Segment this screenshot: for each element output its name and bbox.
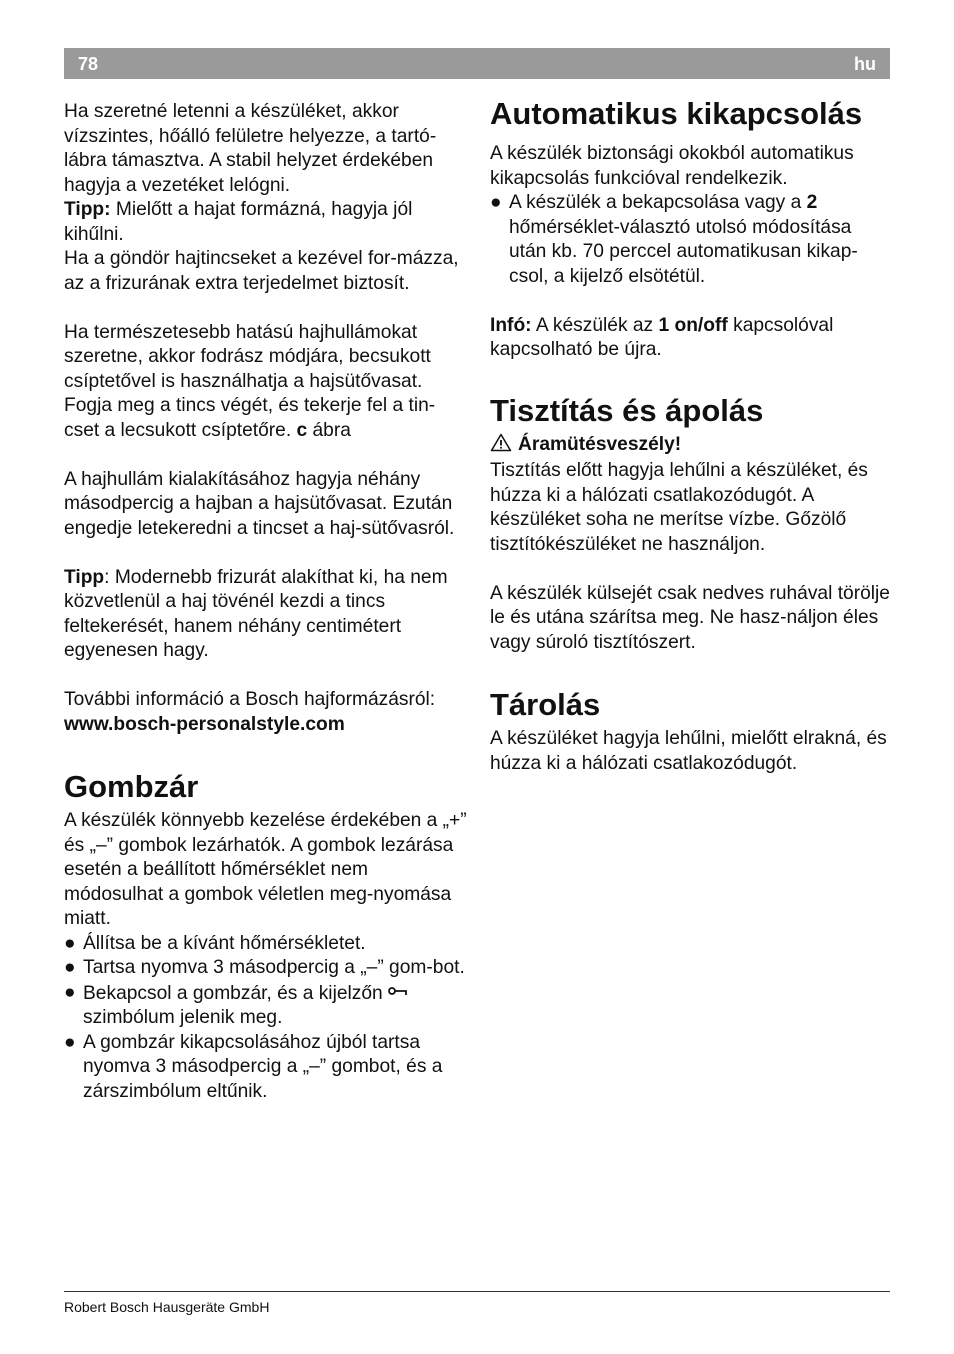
info-text: kapcsolóval kapcsolható be újra. (490, 314, 834, 360)
figure-reference: c (296, 419, 308, 441)
paragraph-cleaning-safety: Tisztítás előtt hagyja lehűlni a készüléket, és húzza ki a hálózati csatlakozódugót. A készüléket soha ne merítse vízbe. Gőzölő tisztítókészüléket ne használjon. (490, 460, 868, 555)
warning-label: Áramütésveszély! (518, 433, 682, 455)
paragraph-auto-intro: A készülék biztonsági okokból automatikus kikapcsolás funkcióval rendelkezik. (490, 143, 854, 189)
page-number: 78 (78, 54, 99, 74)
list-item (64, 932, 469, 957)
language-code: hu (854, 54, 876, 74)
left-column (64, 100, 469, 1104)
list-item-text: hőmérséklet-választó utolsó módosítása után kb. 70 perccel automatikusan kikap-csol, a kijelző elsötétül. (509, 216, 858, 287)
list-item-text: Tartsa nyomva 3 másodpercig a „–” gom-bot. (83, 957, 465, 978)
paragraph-hand-styling: Ha a göndör hajtincseket a kezével for-mázza, az a frizurának extra terjedelmet biztosít. (64, 248, 459, 294)
paragraph-placement: Ha szeretné letenni a készüléket, akkor vízszintes, hőálló felületre helyezze, a tartó-lábra támasztva. A stabil helyzet érdekében hagyja a vezetéket lelógni. (64, 101, 437, 196)
bullet-icon: ● (64, 932, 76, 954)
tip-label: Tipp: (64, 199, 111, 220)
button-lock-steps (64, 932, 469, 1105)
heading-storage: Tárolás (490, 687, 601, 722)
bullet-icon: ● (64, 1031, 76, 1053)
more-info-text: További információ a Bosch hajformázásról: (64, 689, 436, 710)
heading-auto-shutoff: Automatikus kikapcsolás (490, 96, 863, 131)
list-item-text: szimbólum jelenik meg. (83, 1007, 283, 1028)
tip-modern (64, 566, 469, 664)
info-text: A készülék az (531, 314, 659, 336)
list-item-text: A gombzár kikapcsolásához újból tartsa nyomva 3 másodpercig a „–” gombot, és a zárszimbólum eltűnik. (83, 1031, 443, 1102)
bullet-icon: ● (490, 192, 502, 213)
figure-suffix: ábra (307, 419, 351, 441)
tip-text: Mielőtt a hajat formázná, hagyja jól kihűlni. (64, 199, 413, 245)
bullet-icon: ● (64, 957, 76, 978)
list-item-text: A készülék a bekapcsolása vagy a (509, 192, 807, 213)
right-column (490, 96, 890, 776)
paragraph-storage: A készüléket hagyja lehűlni, mielőtt elrakná, és húzza ki a hálózati csatlakozódugót. (490, 728, 887, 774)
paragraph-cleaning-exterior: A készülék külsejét csak nedves ruhával törölje le és utána szárítsa meg. Ne hasz-náljon éles vagy súroló tisztítószert. (490, 582, 890, 653)
list-item (64, 981, 469, 1031)
paragraph-wave-forming: A hajhullám kialakításához hagyja néhány másodpercig a hajban a hajsütővasat. Ezután engedje letekeredni a tincset a haj-sütővasról. (64, 468, 455, 539)
tip-text: : Modernebb frizurát alakíthat ki, ha nem közvetlenül a haj tövénél kezdi a tincs feltekerését, hanem néhány centimétert egyenesen hagy. (64, 566, 448, 661)
footer-company: Robert Bosch Hausgeräte GmbH (64, 1299, 270, 1315)
list-item (64, 956, 469, 981)
list-item-text: Állítsa be a kívánt hőmérsékletet. (83, 932, 366, 954)
tip-label: Tipp (64, 566, 105, 588)
warning-triangle-icon (490, 433, 512, 460)
paragraph-natural-waves (64, 321, 469, 444)
paragraph-button-lock-intro: A készülék könnyebb kezelése érdekében a „+” és „–” gombok lezárhatók. A gombok lezárása esetén a beállított hőmérséklet nem módosulhat a gombok véletlen meg-nyomása miatt. (64, 810, 467, 929)
natural-waves-text: Ha természetesebb hatású hajhullámokat szeretne, akkor fodrász módjára, becsukott csíptetővel is használhatja a hajsütővasat. Fogja meg a tincs végét, és tekerje fel a tin-cset a lecsukott csíptetőre. (64, 321, 436, 441)
key-lock-icon (388, 981, 408, 1006)
info-label: Infó: (490, 314, 532, 336)
selector-number: 2 (806, 192, 818, 213)
info-restart (490, 314, 890, 363)
list-item-text: Bekapcsol a gombzár, és a kijelzőn (83, 982, 389, 1004)
auto-shutoff-list (490, 191, 890, 289)
tip-cooldown (64, 198, 469, 247)
list-item (64, 1031, 469, 1105)
page-header-bar (64, 48, 890, 79)
heading-cleaning: Tisztítás és ápolás (490, 392, 764, 428)
bosch-website-link[interactable]: www.bosch-personalstyle.com (64, 713, 345, 735)
warning-line (490, 433, 890, 460)
bullet-icon: ● (64, 981, 76, 1003)
footer-divider (64, 1291, 890, 1292)
heading-gombzar: Gombzár (64, 769, 199, 804)
list-item (490, 191, 890, 289)
switch-reference: 1 on/off (658, 314, 728, 336)
